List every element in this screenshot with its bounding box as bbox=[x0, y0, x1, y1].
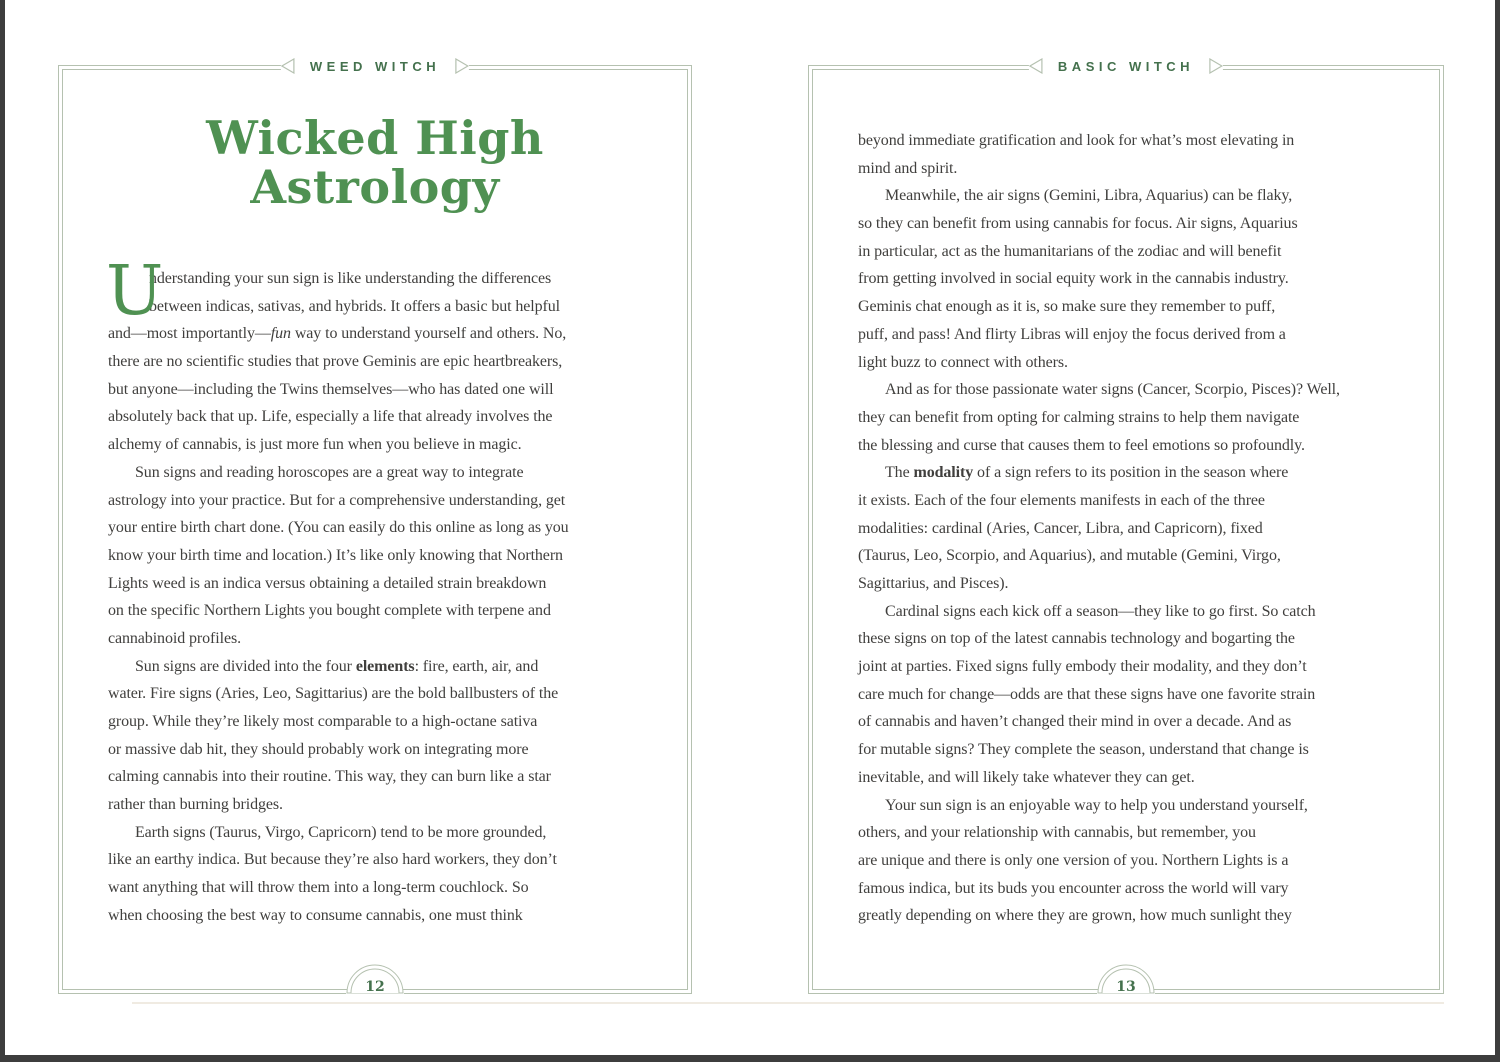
paragraph bbox=[858, 182, 1418, 376]
text-line: water. Fire signs (Aries, Leo, Sagittarius) are the bold ballbusters of the bbox=[108, 685, 559, 703]
text-line: and—most importantly—fun way to understand yourself and others. No, bbox=[108, 325, 567, 343]
text-line: famous indica, but its buds you encounter across the world will vary bbox=[858, 879, 1289, 897]
text-line: group. While they’re likely most comparable to a high-octane sativa bbox=[108, 713, 538, 730]
running-header-left bbox=[281, 52, 469, 80]
text-line: rather than burning bridges. bbox=[108, 796, 283, 814]
chapter-title bbox=[59, 111, 691, 214]
text-line: absolutely back that up. Life, especially a life that already involves the bbox=[108, 408, 553, 426]
paragraph bbox=[858, 127, 1418, 182]
paragraph bbox=[108, 653, 668, 819]
page-number-notch-right bbox=[1095, 960, 1157, 1000]
text-line: when choosing the best way to consume cannabis, one must think bbox=[108, 906, 523, 924]
text-line: mind and spirit. bbox=[858, 159, 958, 177]
photo-edge-right bbox=[1495, 0, 1500, 1062]
page-number: 12 bbox=[365, 979, 385, 995]
text-line: between indicas, sativas, and hybrids. It offers a basic but helpful bbox=[149, 297, 561, 315]
text-line: nderstanding your sun sign is like understanding the differences bbox=[149, 270, 552, 287]
text-line: in particular, act as the humanitarians of the zodiac and will benefit bbox=[858, 242, 1282, 260]
text-line: others, and your relationship with cannabis, but remember, you bbox=[858, 824, 1256, 842]
chapter-title-line2: Astrology bbox=[250, 160, 500, 214]
text-line: cannabinoid profiles. bbox=[108, 629, 241, 647]
text-line: calming cannabis into their routine. This way, they can burn like a star bbox=[108, 768, 551, 786]
triangle-right-icon bbox=[1209, 58, 1223, 74]
page-left bbox=[58, 58, 692, 995]
triangle-right-icon bbox=[455, 58, 469, 74]
paragraph bbox=[858, 459, 1418, 597]
text-line: like an earthy indica. But because they’re also hard workers, they don’t bbox=[108, 851, 557, 869]
page-bottom-shadow bbox=[132, 1002, 1444, 1004]
chapter-title-line1: Wicked High bbox=[206, 111, 544, 165]
text-line: puff, and pass! And flirty Libras will enjoy the focus derived from a bbox=[858, 325, 1286, 343]
drop-cap: U bbox=[106, 252, 164, 331]
paragraph bbox=[858, 792, 1418, 930]
text-line: modalities: cardinal (Aries, Cancer, Libra, and Capricorn), fixed bbox=[858, 519, 1263, 537]
text-line: Earth signs (Taurus, Virgo, Capricorn) tend to be more grounded, bbox=[135, 823, 547, 841]
body-text-left bbox=[106, 252, 668, 930]
text-line: for mutable signs? They complete the season, understand that change is bbox=[858, 741, 1309, 759]
running-header-right bbox=[1029, 52, 1223, 80]
page-right bbox=[808, 58, 1444, 995]
photo-edge-bottom bbox=[0, 1055, 1500, 1062]
text-line: want anything that will throw them into a long-term couchlock. So bbox=[108, 879, 529, 897]
text-line: Your sun sign is an enjoyable way to help you understand yourself, bbox=[885, 796, 1308, 814]
text-line: on the specific Northern Lights you bought complete with terpene and bbox=[108, 602, 551, 620]
text-line: are unique and there is only one version of you. Northern Lights is a bbox=[858, 851, 1289, 869]
text-line: Meanwhile, the air signs (Gemini, Libra, Aquarius) can be flaky, bbox=[885, 187, 1293, 205]
text-line: Sun signs and reading horoscopes are a great way to integrate bbox=[135, 463, 524, 481]
text-line: Sun signs are divided into the four elements: fire, earth, air, and bbox=[135, 657, 539, 675]
paragraph bbox=[108, 459, 668, 653]
text-line: these signs on top of the latest cannabis technology and bogarting the bbox=[858, 630, 1295, 648]
page-number: 13 bbox=[1116, 979, 1136, 995]
photo-edge-left bbox=[0, 0, 5, 1062]
text-line: care much for change—odds are that these signs have one favorite strain bbox=[858, 685, 1316, 703]
paragraph bbox=[106, 252, 668, 459]
text-line: they can benefit from opting for calming strains to help them navigate bbox=[858, 408, 1300, 426]
paragraph bbox=[858, 598, 1418, 792]
text-line: or massive dab hit, they should probably work on integrating more bbox=[108, 740, 529, 758]
text-line: Cardinal signs each kick off a season—they like to go first. So catch bbox=[885, 602, 1316, 620]
text-line: beyond immediate gratification and look for what’s most elevating in bbox=[858, 132, 1295, 149]
text-line: there are no scientific studies that prove Geminis are epic heartbreakers, bbox=[108, 353, 563, 371]
triangle-left-icon bbox=[1029, 58, 1043, 74]
text-line: of cannabis and haven’t changed their mind in over a decade. And as bbox=[858, 713, 1292, 731]
page-number-notch-left bbox=[344, 960, 406, 1000]
text-line: greatly depending on where they are grown, how much sunlight they bbox=[858, 907, 1292, 925]
text-line: Lights weed is an indica versus obtaining a detailed strain breakdown bbox=[108, 574, 547, 592]
text-line: The modality of a sign refers to its position in the season where bbox=[885, 464, 1289, 482]
text-line: so they can benefit from using cannabis for focus. Air signs, Aquarius bbox=[858, 215, 1298, 233]
text-line: the blessing and curse that causes them to feel emotions so profoundly. bbox=[858, 436, 1305, 454]
text-line: know your birth time and location.) It’s like only knowing that Northern bbox=[108, 546, 563, 564]
text-line: but anyone—including the Twins themselves—who has dated one will bbox=[108, 380, 554, 398]
text-line: from getting involved in social equity work in the cannabis industry. bbox=[858, 270, 1289, 288]
body-text-right bbox=[858, 127, 1418, 930]
text-line: inevitable, and will likely take whatever they can get. bbox=[858, 768, 1195, 786]
text-line: Sagittarius, and Pisces). bbox=[858, 575, 1009, 592]
text-line: joint at parties. Fixed signs fully embody their modality, and they don’t bbox=[858, 658, 1307, 676]
text-line: And as for those passionate water signs (Cancer, Scorpio, Pisces)? Well, bbox=[885, 381, 1340, 399]
triangle-left-icon bbox=[281, 58, 295, 74]
text-line: light buzz to connect with others. bbox=[858, 353, 1068, 371]
text-line: Geminis chat enough as it is, so make sure they remember to puff, bbox=[858, 298, 1276, 316]
text-line: it exists. Each of the four elements manifests in each of the three bbox=[858, 491, 1265, 509]
text-line: (Taurus, Leo, Scorpio, and Aquarius), and mutable (Gemini, Virgo, bbox=[858, 547, 1281, 565]
running-header-label: WEED WITCH bbox=[309, 58, 441, 74]
text-line: astrology into your practice. But for a comprehensive understanding, get bbox=[108, 491, 566, 509]
paragraph bbox=[108, 819, 668, 930]
running-header-label: BASIC WITCH bbox=[1057, 58, 1195, 74]
paragraph bbox=[858, 376, 1418, 459]
text-line: alchemy of cannabis, is just more fun when you believe in magic. bbox=[108, 436, 522, 454]
text-line: your entire birth chart done. (You can easily do this online as long as you bbox=[108, 519, 569, 537]
